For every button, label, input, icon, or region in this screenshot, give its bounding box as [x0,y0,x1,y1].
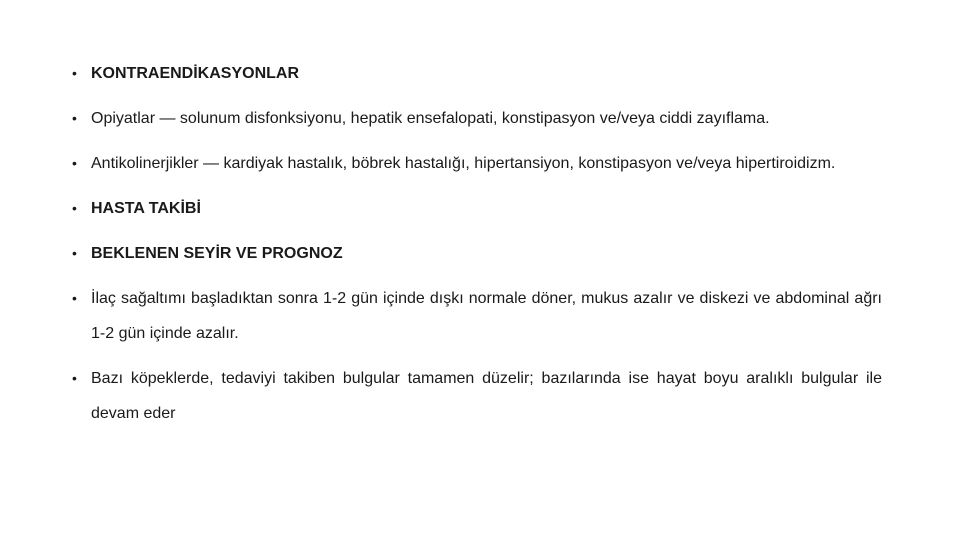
list-item-anticholinergics [72,146,882,181]
bullet-icon: • [72,155,77,171]
list-item-text: HASTA TAKİBİ [91,200,201,217]
bullet-icon: • [72,290,77,306]
list-item-some-dogs [72,361,882,431]
bullet-list [72,56,882,431]
bullet-icon: • [72,370,77,386]
list-item-patient-followup-heading [72,191,882,226]
list-item-contraindications-heading [72,56,882,91]
list-item-text: KONTRAENDİKASYONLAR [91,65,299,82]
list-item-drug-therapy [72,281,882,351]
bullet-icon: • [72,200,77,216]
list-item-opioids [72,101,882,136]
bullet-icon: • [72,245,77,261]
list-item-prognosis-heading [72,236,882,271]
bullet-icon: • [72,110,77,126]
list-item-text: İlaç sağaltımı başladıktan sonra 1-2 gün içinde dışkı normale döner, mukus azalır ve diskezi ve abdominal ağrı 1-2 gün içinde azalır. [91,290,882,342]
list-item-text: BEKLENEN SEYİR VE PROGNOZ [91,245,343,262]
list-item-text: Antikolinerjikler — kardiyak hastalık, böbrek hastalığı, hipertansiyon, konstipasyon ve/veya hipertiroidizm. [91,155,836,172]
bullet-icon: • [72,65,77,81]
list-item-text: Opiyatlar — solunum disfonksiyonu, hepatik ensefalopati, konstipasyon ve/veya ciddi zayıflama. [91,110,770,127]
list-item-text: Bazı köpeklerde, tedaviyi takiben bulgular tamamen düzelir; bazılarında ise hayat boyu aralıklı bulgular ile devam eder [91,370,882,422]
